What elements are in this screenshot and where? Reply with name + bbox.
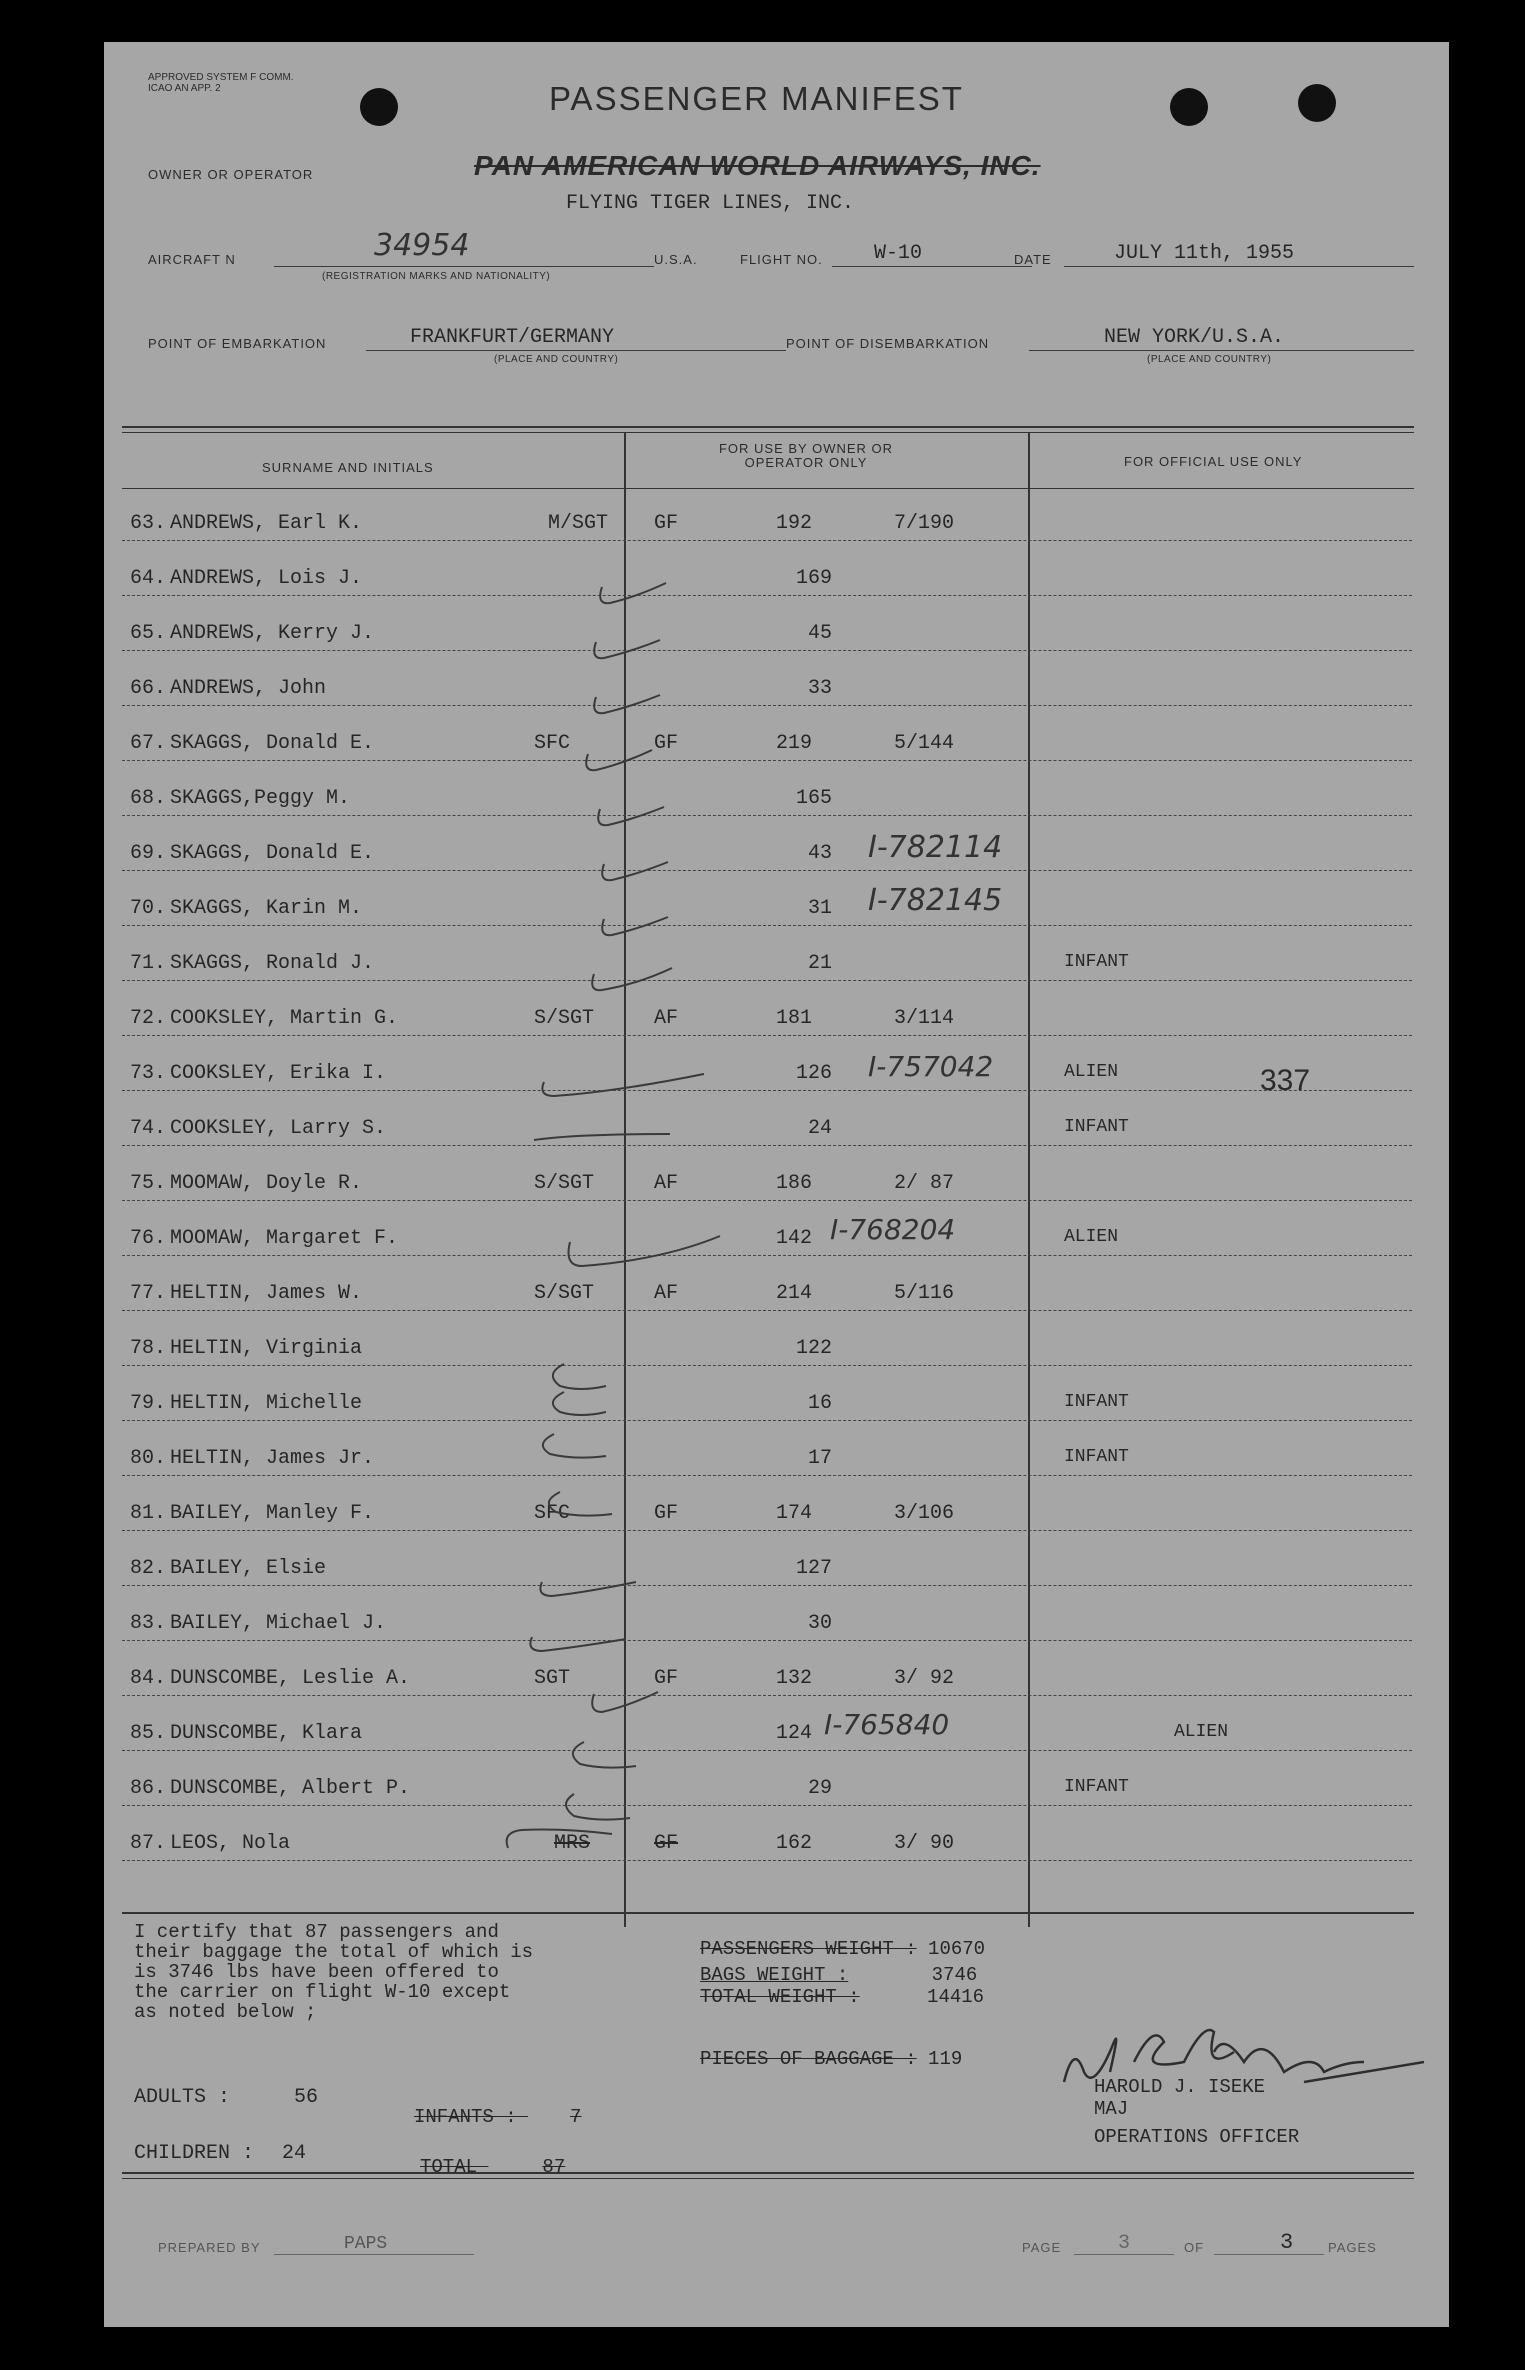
bag-count: 5/116 — [894, 1282, 955, 1305]
flight-number: W-10 — [874, 242, 923, 265]
passenger-name: ANDREWS, Earl K. — [170, 512, 363, 535]
bag-count: 3/106 — [894, 1502, 955, 1525]
official-note: INFANT — [1064, 952, 1129, 972]
passenger-name: LEOS, Nola — [170, 1832, 291, 1855]
column-surname: SURNAME AND INITIALS — [262, 460, 434, 475]
service: GF — [654, 1667, 679, 1690]
passengers-weight-label: PASSENGERS WEIGHT : — [700, 1938, 917, 1960]
service: AF — [654, 1282, 679, 1305]
row-number: 85. — [130, 1722, 167, 1745]
bag-count: 5/144 — [894, 732, 955, 755]
row-number: 78. — [130, 1337, 167, 1360]
total-weight-label: TOTAL WEIGHT : — [700, 1986, 860, 2008]
passenger-row — [124, 612, 1424, 652]
passengers-weight — [700, 1938, 985, 1960]
weight: 30 — [808, 1612, 833, 1635]
infants-value: 7 — [570, 2106, 582, 2128]
bags-weight-value: 3746 — [931, 1964, 978, 1986]
weight: 31 — [808, 897, 833, 920]
passenger-name: COOKSLEY, Erika I. — [170, 1062, 387, 1085]
row-number: 63. — [130, 512, 167, 535]
prepared-by-value: PAPS — [344, 2234, 388, 2254]
column-owner-use: FOR USE BY OWNER OR OPERATOR ONLY — [718, 441, 894, 470]
weight: 29 — [808, 1777, 833, 1800]
passenger-row — [124, 502, 1424, 542]
children-value: 24 — [282, 2142, 307, 2165]
total-weight-value: 14416 — [927, 1986, 985, 2008]
officer-title: OPERATIONS OFFICER — [1094, 2126, 1300, 2148]
flight-label: FLIGHT NO. — [740, 252, 823, 267]
certification-line: is 3746 lbs have been offered to — [134, 1961, 499, 1983]
owner-value: FLYING TIGER LINES, INC. — [566, 192, 855, 215]
passenger-row — [124, 1767, 1424, 1807]
weight: 127 — [796, 1557, 833, 1580]
passenger-row — [124, 883, 1424, 927]
bag-count: 3/ 90 — [894, 1832, 955, 1855]
total-pages: 3 — [1280, 2230, 1294, 2255]
officer-name: HAROLD J. ISEKE — [1094, 2076, 1266, 2098]
weight: 126 — [796, 1062, 833, 1085]
passenger-name: ANDREWS, Lois J. — [170, 567, 363, 590]
weight: 43 — [808, 842, 833, 865]
passenger-name: SKAGGS,Peggy M. — [170, 787, 351, 810]
rank: MRS — [554, 1832, 591, 1855]
passenger-name: HELTIN, Michelle — [170, 1392, 363, 1415]
row-number: 84. — [130, 1667, 167, 1690]
weight: 174 — [776, 1502, 813, 1525]
row-number: 66. — [130, 677, 167, 700]
passenger-name: MOOMAW, Doyle R. — [170, 1172, 363, 1195]
adults-count — [134, 2086, 318, 2109]
passenger-name: BAILEY, Elsie — [170, 1557, 327, 1580]
weight: 186 — [776, 1172, 813, 1195]
row-number: 70. — [130, 897, 167, 920]
prepared-by-label: PREPARED BY — [158, 2240, 261, 2255]
passenger-name: HELTIN, James W. — [170, 1282, 363, 1305]
weight: 21 — [808, 952, 833, 975]
passenger-row — [124, 997, 1424, 1037]
passenger-name: ANDREWS, Kerry J. — [170, 622, 375, 645]
weight: 33 — [808, 677, 833, 700]
passenger-row — [124, 1327, 1424, 1367]
embarkation-label: POINT OF EMBARKATION — [148, 336, 327, 351]
passenger-row — [124, 1162, 1424, 1202]
rank: S/SGT — [534, 1282, 595, 1305]
page-title: PASSENGER MANIFEST — [549, 80, 964, 117]
row-number: 83. — [130, 1612, 167, 1635]
pieces-value: 119 — [928, 2048, 963, 2070]
stamped-number: 337 — [1260, 1064, 1311, 1097]
disembarkation-label: POINT OF DISEMBARKATION — [786, 336, 990, 351]
passenger-name: SKAGGS, Karin M. — [170, 897, 363, 920]
punch-hole — [1170, 88, 1208, 126]
owner-struck: PAN AMERICAN WORLD AIRWAYS, INC. — [474, 150, 1041, 181]
official-note: ALIEN — [1174, 1722, 1229, 1742]
certification-line: the carrier on flight W-10 except — [134, 1981, 511, 2003]
disembarkation-value: NEW YORK/U.S.A. — [1104, 326, 1285, 349]
handwritten-id: I-765840 — [824, 1708, 950, 1741]
passenger-row — [124, 1492, 1424, 1532]
official-note: ALIEN — [1064, 1227, 1119, 1247]
row-number: 71. — [130, 952, 167, 975]
passenger-row — [124, 942, 1424, 982]
passenger-row — [124, 1602, 1424, 1642]
weight: 124 — [776, 1722, 813, 1745]
bag-count: 7/190 — [894, 512, 955, 535]
certification-line: their baggage the total of which is — [134, 1941, 534, 1963]
row-number: 87. — [130, 1832, 167, 1855]
handwritten-id: I-782145 — [868, 883, 1003, 918]
embarkation-value: FRANKFURT/GERMANY — [410, 326, 615, 349]
row-number: 81. — [130, 1502, 167, 1525]
passenger-row — [124, 1213, 1424, 1257]
passengers-weight-value: 10670 — [928, 1938, 986, 1960]
rank: S/SGT — [534, 1172, 595, 1195]
bag-count: 3/114 — [894, 1007, 955, 1030]
passenger-row — [124, 1107, 1424, 1147]
adults-label: ADULTS : — [134, 2086, 231, 2109]
rank: SGT — [534, 1667, 571, 1690]
page-label: PAGE — [1022, 2240, 1062, 2255]
passenger-row — [124, 1708, 1424, 1752]
passenger-name: ANDREWS, John — [170, 677, 327, 700]
passenger-row — [124, 722, 1424, 762]
embark-place-caption: (PLACE AND COUNTRY) — [494, 354, 619, 365]
weight: 162 — [776, 1832, 813, 1855]
rank: SFC — [534, 1502, 571, 1525]
handwritten-id: I-768204 — [830, 1213, 956, 1246]
registration-caption: (REGISTRATION MARKS AND NATIONALITY) — [322, 271, 551, 282]
total-label: TOTAL — [420, 2156, 478, 2178]
weight: 17 — [808, 1447, 833, 1470]
passenger-name: COOKSLEY, Martin G. — [170, 1007, 399, 1030]
passenger-name: DUNSCOMBE, Albert P. — [170, 1777, 411, 1800]
service: GF — [654, 732, 679, 755]
official-note: INFANT — [1064, 1117, 1129, 1137]
total-weight — [700, 1986, 984, 2008]
passenger-name: COOKSLEY, Larry S. — [170, 1117, 387, 1140]
of-label: OF — [1184, 2240, 1205, 2255]
punch-hole — [360, 88, 398, 126]
row-number: 82. — [130, 1557, 167, 1580]
date-label: DATE — [1014, 252, 1052, 267]
passenger-row — [124, 1052, 1424, 1092]
passenger-name: BAILEY, Manley F. — [170, 1502, 375, 1525]
officer-rank: MAJ — [1094, 2098, 1129, 2120]
pages-label: PAGES — [1328, 2240, 1377, 2255]
service: GF — [654, 1832, 679, 1855]
passenger-name: HELTIN, Virginia — [170, 1337, 363, 1360]
aircraft-label: AIRCRAFT N — [148, 252, 236, 267]
weight: 16 — [808, 1392, 833, 1415]
passenger-row — [124, 832, 1424, 872]
weight: 214 — [776, 1282, 813, 1305]
handwritten-id: I-757042 — [868, 1050, 994, 1083]
usa-label: U.S.A. — [654, 252, 698, 267]
row-number: 73. — [130, 1062, 167, 1085]
weight: 192 — [776, 512, 813, 535]
official-note: INFANT — [1064, 1447, 1129, 1467]
passenger-row — [124, 1272, 1424, 1312]
weight: 181 — [776, 1007, 813, 1030]
passenger-name: DUNSCOMBE, Leslie A. — [170, 1667, 411, 1690]
rank: M/SGT — [548, 512, 609, 535]
passenger-row — [124, 1547, 1424, 1587]
bags-weight-label: BAGS WEIGHT : — [700, 1964, 849, 1986]
total-count — [420, 2156, 565, 2178]
disembark-place-caption: (PLACE AND COUNTRY) — [1147, 354, 1272, 365]
handwritten-id: I-782114 — [868, 830, 1003, 865]
passenger-name: BAILEY, Michael J. — [170, 1612, 387, 1635]
manifest-sheet — [104, 42, 1449, 2327]
weight: 45 — [808, 622, 833, 645]
infants-label: INFANTS : — [414, 2106, 517, 2128]
row-number: 75. — [130, 1172, 167, 1195]
total-value: 87 — [542, 2156, 566, 2178]
passenger-row — [124, 1382, 1424, 1422]
certification-line: as noted below ; — [134, 2001, 317, 2023]
weight: 122 — [796, 1337, 833, 1360]
row-number: 79. — [130, 1392, 167, 1415]
row-number: 65. — [130, 622, 167, 645]
pieces-label: PIECES OF BAGGAGE : — [700, 2048, 917, 2070]
passenger-name: MOOMAW, Margaret F. — [170, 1227, 399, 1250]
row-number: 72. — [130, 1007, 167, 1030]
passenger-row — [124, 1822, 1424, 1862]
row-number: 77. — [130, 1282, 167, 1305]
page-number: 3 — [1118, 2232, 1131, 2255]
passenger-name: DUNSCOMBE, Klara — [170, 1722, 363, 1745]
service: GF — [654, 512, 679, 535]
weight: 169 — [796, 567, 833, 590]
row-number: 67. — [130, 732, 167, 755]
weight: 219 — [776, 732, 813, 755]
date-value: JULY 11th, 1955 — [1114, 242, 1295, 265]
service: AF — [654, 1007, 679, 1030]
passenger-name: SKAGGS, Ronald J. — [170, 952, 375, 975]
weight: 24 — [808, 1117, 833, 1140]
pieces-of-baggage — [700, 2048, 962, 2070]
certification-text — [134, 1922, 533, 2022]
punch-hole — [1298, 84, 1336, 122]
row-number: 80. — [130, 1447, 167, 1470]
infants-count — [414, 2106, 581, 2128]
weight: 165 — [796, 787, 833, 810]
official-note: ALIEN — [1064, 1062, 1119, 1082]
certification-line: I certify that 87 passengers and — [134, 1921, 499, 1943]
passenger-row — [124, 667, 1424, 707]
passenger-name: HELTIN, James Jr. — [170, 1447, 375, 1470]
passenger-row — [124, 777, 1424, 817]
row-number: 86. — [130, 1777, 167, 1800]
official-note: INFANT — [1064, 1392, 1129, 1412]
adults-value: 56 — [294, 2086, 319, 2109]
passenger-name: SKAGGS, Donald E. — [170, 732, 375, 755]
weight: 132 — [776, 1667, 813, 1690]
passenger-name: SKAGGS, Donald E. — [170, 842, 375, 865]
service: AF — [654, 1172, 679, 1195]
children-count — [134, 2142, 306, 2165]
passenger-row — [124, 557, 1424, 597]
rank: SFC — [534, 732, 571, 755]
bags-weight — [700, 1964, 977, 1986]
passenger-row — [124, 1437, 1424, 1477]
row-number: 76. — [130, 1227, 167, 1250]
children-label: CHILDREN : — [134, 2142, 255, 2165]
service: GF — [654, 1502, 679, 1525]
row-number: 74. — [130, 1117, 167, 1140]
owner-label: OWNER OR OPERATOR — [148, 167, 314, 182]
bag-count: 2/ 87 — [894, 1172, 955, 1195]
rank: S/SGT — [534, 1007, 595, 1030]
bag-count: 3/ 92 — [894, 1667, 955, 1690]
row-number: 69. — [130, 842, 167, 865]
row-number: 68. — [130, 787, 167, 810]
aircraft-number: 34954 — [374, 228, 470, 263]
passenger-row — [124, 1657, 1424, 1697]
weight: 142 — [776, 1227, 813, 1250]
approval-stamp: APPROVED SYSTEM F COMM. ICAO AN APP. 2 — [148, 72, 294, 94]
row-number: 64. — [130, 567, 167, 590]
column-official: FOR OFFICIAL USE ONLY — [1124, 454, 1303, 469]
official-note: INFANT — [1064, 1777, 1129, 1797]
